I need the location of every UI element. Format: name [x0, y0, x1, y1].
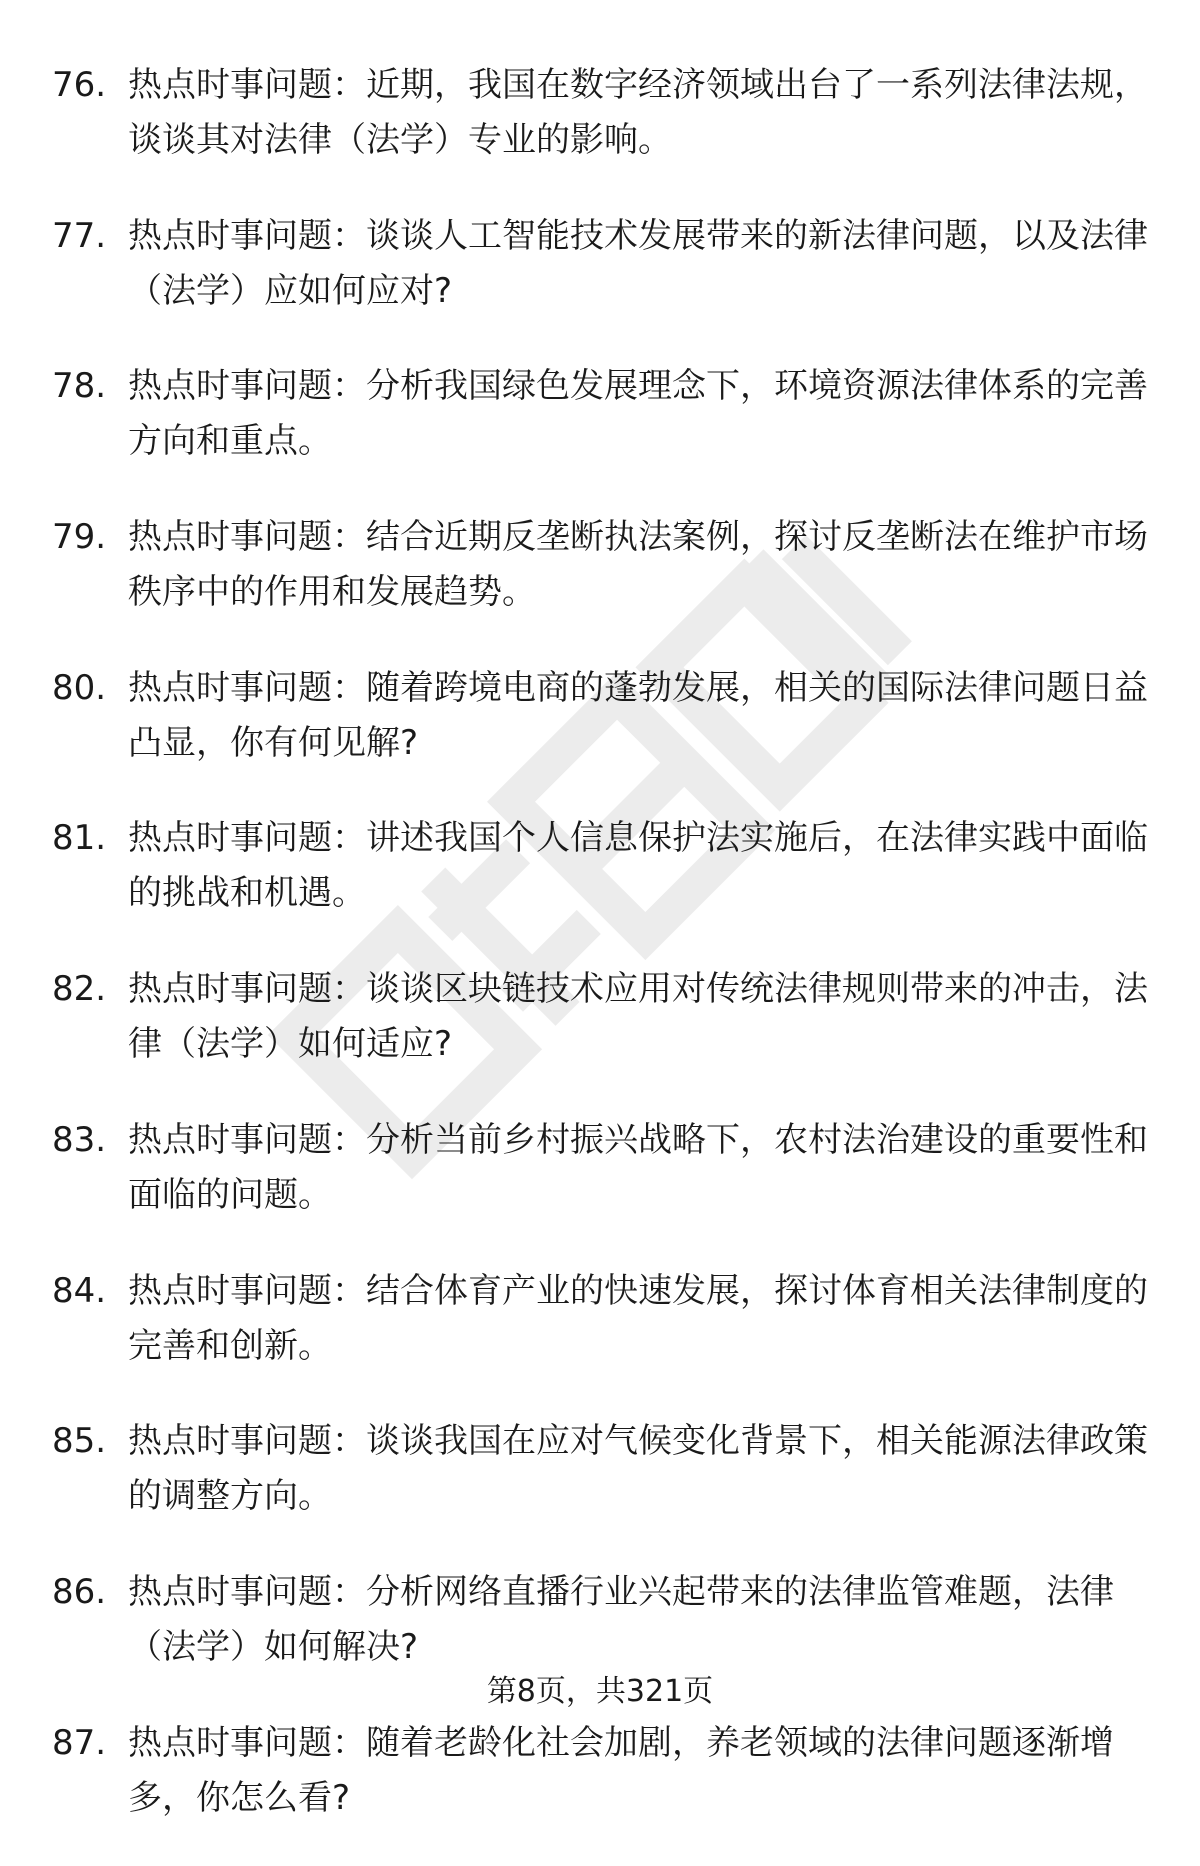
list-item — [52, 359, 1152, 469]
question-number: 77. — [52, 215, 107, 256]
question-number: 87. — [52, 1722, 107, 1763]
question-text: 热点时事问题：分析当前乡村振兴战略下，农村法治建设的重要性和面临的问题。 — [128, 1119, 1148, 1215]
question-number: 83. — [52, 1119, 107, 1160]
list-item — [52, 1264, 1152, 1374]
question-text: 热点时事问题：分析我国绿色发展理念下，环境资源法律体系的完善方向和重点。 — [128, 366, 1148, 462]
question-number: 80. — [52, 667, 107, 708]
question-number: 82. — [52, 969, 107, 1010]
question-number: 86. — [52, 1571, 107, 1612]
question-number: 76. — [52, 65, 107, 105]
list-item — [52, 58, 1152, 168]
list-item — [52, 1565, 1152, 1675]
page-number-footer: 第8页，共321页 — [486, 1674, 714, 1709]
list-item — [52, 661, 1152, 771]
question-number: 85. — [52, 1421, 107, 1462]
question-text: 热点时事问题：随着老龄化社会加剧，养老领域的法律问题逐渐增多，你怎么看? — [128, 1722, 1114, 1818]
question-text: 热点时事问题：分析网络直播行业兴起带来的法律监管难题，法律（法学）如何解决? — [128, 1571, 1114, 1667]
question-text: 热点时事问题：谈谈我国在应对气候变化背景下，相关能源法律政策的调整方向。 — [128, 1421, 1148, 1517]
question-text: 热点时事问题：结合近期反垄断执法案例，探讨反垄断法在维护市场秩序中的作用和发展趋势。 — [128, 517, 1148, 613]
list-item — [52, 1414, 1152, 1524]
question-text: 热点时事问题：结合体育产业的快速发展，探讨体育相关法律制度的完善和创新。 — [128, 1270, 1148, 1366]
question-text: 热点时事问题：谈谈区块链技术应用对传统法律规则带来的冲击，法律（法学）如何适应? — [128, 969, 1148, 1065]
question-number: 78. — [52, 366, 107, 407]
list-item — [52, 209, 1152, 319]
question-number: 84. — [52, 1270, 107, 1311]
list-item — [52, 962, 1152, 1072]
question-list — [52, 58, 1152, 1866]
list-item — [52, 811, 1152, 921]
list-item — [52, 1113, 1152, 1223]
question-text: 热点时事问题：随着跨境电商的蓬勃发展，相关的国际法律问题日益凸显，你有何见解? — [128, 667, 1148, 763]
question-number: 81. — [52, 818, 107, 859]
list-item — [52, 510, 1152, 620]
question-number: 79. — [52, 517, 107, 558]
question-text: 热点时事问题：讲述我国个人信息保护法实施后，在法律实践中面临的挑战和机遇。 — [128, 818, 1148, 914]
question-text: 热点时事问题：近期，我国在数字经济领域出台了一系列法律法规，谈谈其对法律（法学）专业的影响。 — [128, 65, 1148, 160]
list-item — [52, 1716, 1152, 1826]
question-text: 热点时事问题：谈谈人工智能技术发展带来的新法律问题，以及法律（法学）应如何应对? — [128, 215, 1148, 311]
